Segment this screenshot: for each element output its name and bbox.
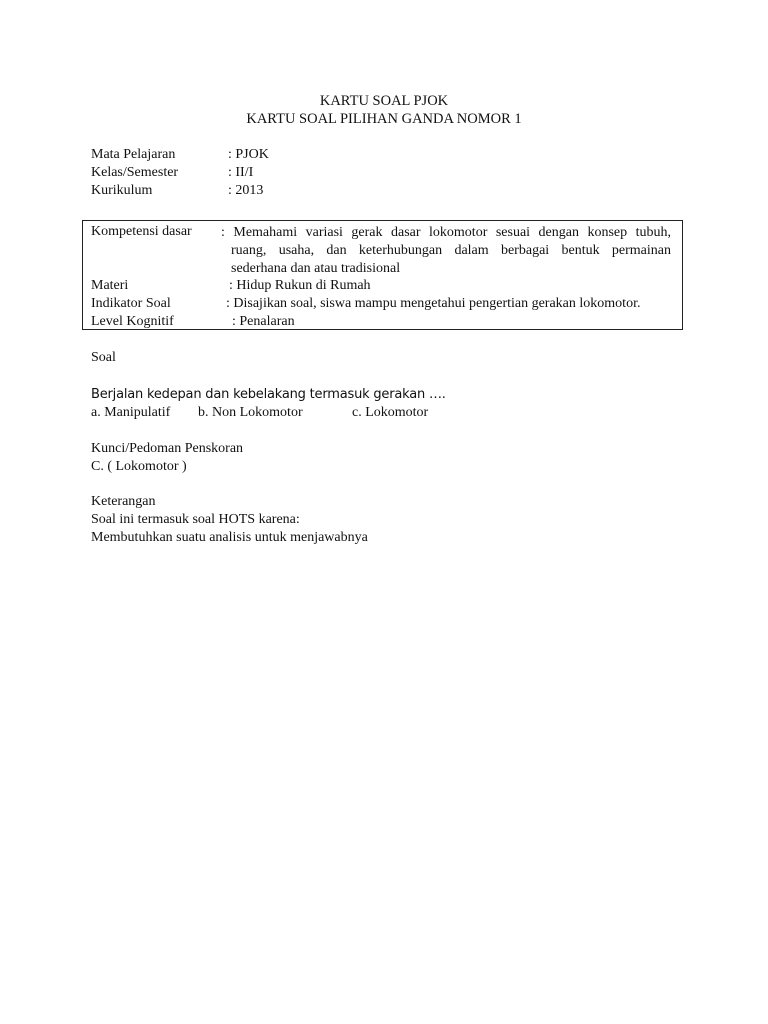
kompetensi-dasar-label: Kompetensi dasar: [91, 224, 192, 239]
materi-value: : Hidup Rukun di Rumah: [229, 278, 371, 293]
soal-heading: Soal: [91, 350, 116, 365]
info-value: : 2013: [228, 183, 264, 198]
info-label: Kurikulum: [91, 183, 153, 198]
keterangan-heading: Keterangan: [91, 494, 156, 509]
level-kognitif-value: : Penalaran: [232, 314, 295, 329]
kompetensi-dasar-value: [221, 224, 671, 278]
option-c: c. Lokomotor: [352, 405, 429, 420]
level-kognitif-label: Level Kognitif: [91, 314, 174, 329]
kunci-heading: Kunci/Pedoman Penskoran: [91, 441, 244, 456]
info-mata-pelajaran: [91, 147, 651, 165]
kompetensi-dasar-line: sederhana dan atau tradisional: [231, 261, 401, 276]
info-value: : II/I: [228, 165, 254, 180]
indikator-soal-label: Indikator Soal: [91, 296, 171, 311]
materi-label: Materi: [91, 278, 129, 293]
keterangan-line: Membutuhkan suatu analisis untuk menjawabnya: [91, 530, 368, 545]
info-kurikulum: [91, 183, 651, 201]
option-b: b. Non Lokomotor: [198, 405, 303, 420]
info-value: : PJOK: [228, 147, 269, 162]
info-label: Kelas/Semester: [91, 165, 179, 180]
kompetensi-dasar-line: ruang, usaha, dan keterhubungan dalam berbagai bentuk permainan: [231, 243, 671, 258]
question-text: Berjalan kedepan dan kebelakang termasuk gerakan ….: [91, 387, 446, 402]
keterangan-line: Soal ini termasuk soal HOTS karena:: [91, 512, 300, 527]
kunci-answer: C. ( Lokomotor ): [91, 459, 187, 474]
answer-options: [91, 405, 691, 423]
info-kelas-semester: [91, 165, 651, 183]
card-subtitle: KARTU SOAL PILIHAN GANDA NOMOR 1: [246, 111, 522, 127]
card-title: KARTU SOAL PJOK: [319, 93, 449, 109]
info-label: Mata Pelajaran: [91, 147, 176, 162]
indikator-soal-value: : Disajikan soal, siswa mampu mengetahui pengertian gerakan lokomotor.: [226, 296, 641, 311]
details-box: [82, 220, 683, 330]
option-a: a. Manipulatif: [91, 405, 171, 420]
kompetensi-dasar-line: : Memahami variasi gerak dasar lokomotor sesuai dengan konsep tubuh,: [221, 225, 671, 240]
